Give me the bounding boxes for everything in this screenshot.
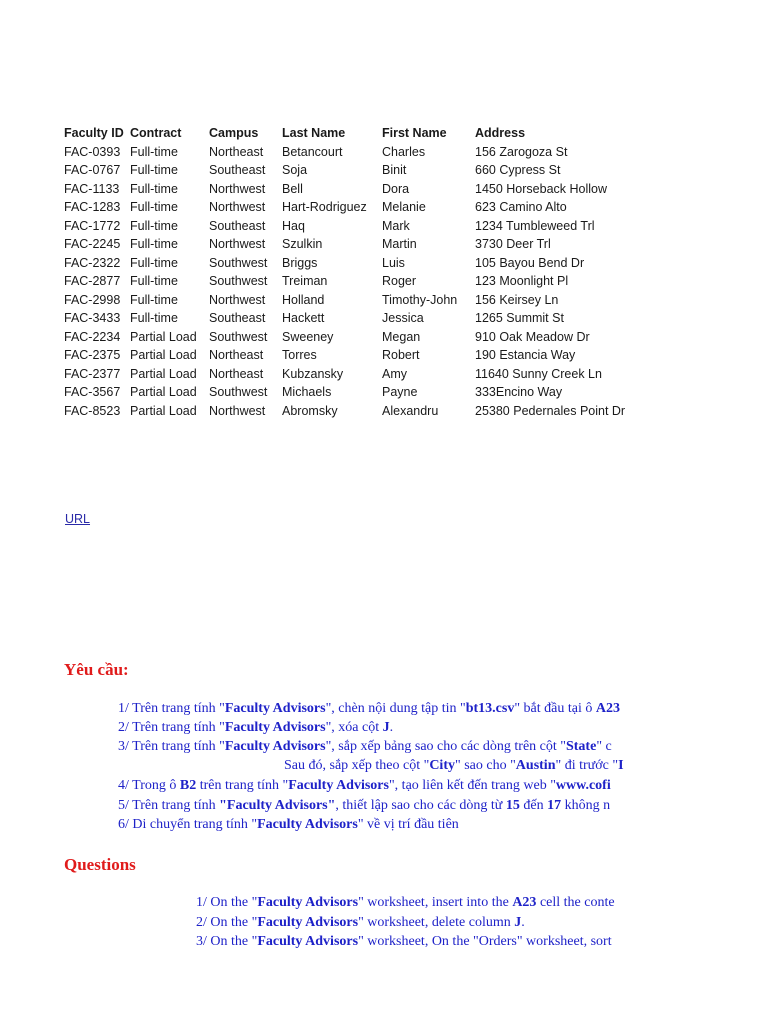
bold-segment: J	[514, 915, 522, 930]
cell-last-name[interactable]: Betancourt	[282, 144, 343, 159]
table-header-row	[64, 124, 635, 143]
text-segment: 5/ Trên trang tính	[118, 798, 220, 813]
cell-campus[interactable]: Northwest	[209, 292, 266, 307]
cell-last-name[interactable]: Treiman	[282, 274, 328, 289]
text-segment: " bắt đầu tại ô	[514, 701, 596, 716]
question-line	[196, 893, 646, 912]
text-segment: cell the conte	[536, 895, 615, 910]
cell-first-name[interactable]: Charles	[382, 144, 426, 159]
header-address[interactable]: Address	[475, 126, 526, 141]
bold-segment: bt13.csv	[465, 701, 515, 716]
table-row	[64, 180, 635, 199]
bold-segment: "Faculty Advisors"	[219, 798, 336, 813]
cell-last-name[interactable]: Kubzansky	[282, 366, 344, 381]
cell-faculty-id[interactable]: FAC-1772	[64, 218, 121, 233]
cell-last-name[interactable]: Abromsky	[282, 403, 338, 418]
cell-first-name[interactable]: Alexandru	[382, 403, 439, 418]
table-row	[64, 217, 635, 236]
cell-address[interactable]: 1450 Horseback Hollow	[475, 181, 608, 196]
bold-segment: Faculty Advisors	[257, 934, 359, 949]
cell-address[interactable]: 105 Bayou Bend Dr	[475, 255, 585, 270]
cell-address[interactable]: 11640 Sunny Creek Ln	[475, 366, 602, 381]
question-line	[196, 932, 646, 951]
bold-segment: www.cofi	[555, 778, 611, 793]
cell-last-name[interactable]: Michaels	[282, 385, 332, 400]
text-segment: không n	[561, 798, 611, 813]
table-row	[64, 254, 635, 273]
cell-faculty-id[interactable]: FAC-2877	[64, 274, 121, 289]
cell-contract[interactable]: Full-time	[130, 255, 178, 270]
cell-contract[interactable]: Partial Load	[130, 348, 197, 363]
requirement-line	[118, 796, 646, 815]
cell-campus[interactable]: Southeast	[209, 163, 266, 178]
cell-faculty-id[interactable]: FAC-0393	[64, 144, 121, 159]
faculty-table	[64, 124, 635, 420]
requirements-heading: Yêu cầu:	[64, 660, 129, 679]
cell-address[interactable]: 156 Zarogoza St	[475, 144, 568, 159]
text-segment: 6/ Di chuyển trang tính "	[118, 817, 258, 832]
bold-segment: J	[382, 720, 390, 735]
text-segment: ", chèn nội dung tập tin "	[325, 701, 466, 716]
text-segment: .	[389, 720, 394, 735]
cell-campus[interactable]: Southeast	[209, 218, 266, 233]
bold-segment: 15	[505, 798, 520, 813]
cell-address[interactable]: 156 Keirsey Ln	[475, 292, 559, 307]
header-contract[interactable]: Contract	[130, 126, 182, 141]
table-row	[64, 198, 635, 217]
cell-contract[interactable]: Full-time	[130, 274, 178, 289]
cell-address[interactable]: 3730 Deer Trl	[475, 237, 551, 252]
bold-segment: A23	[512, 895, 537, 910]
cell-address[interactable]: 1234 Tumbleweed Trl	[475, 218, 595, 233]
cell-last-name[interactable]: Haq	[282, 218, 305, 233]
text-segment: ", sắp xếp bảng sao cho các dòng trên cột "	[325, 739, 566, 754]
table-row	[64, 235, 635, 254]
bold-segment: Faculty Advisors	[257, 915, 359, 930]
cell-last-name[interactable]: Hart-Rodriguez	[282, 200, 367, 215]
header-campus[interactable]: Campus	[209, 126, 259, 141]
text-segment: 3/ Trên trang tính "	[118, 739, 225, 754]
table-body	[64, 143, 635, 421]
cell-faculty-id[interactable]: FAC-0767	[64, 163, 121, 178]
cell-contract[interactable]: Partial Load	[130, 329, 197, 344]
cell-campus[interactable]: Northwest	[209, 403, 266, 418]
text-segment: ", tạo liên kết đến trang web "	[388, 778, 556, 793]
cell-contract[interactable]: Partial Load	[130, 385, 197, 400]
table-row	[64, 309, 635, 328]
cell-last-name[interactable]: Soja	[282, 163, 308, 178]
cell-address[interactable]: 25380 Pedernales Point Dr	[475, 403, 626, 418]
cell-first-name[interactable]: Mark	[382, 218, 410, 233]
cell-contract[interactable]: Full-time	[130, 292, 178, 307]
bold-segment: 17	[547, 798, 562, 813]
requirement-line	[284, 756, 646, 775]
cell-last-name[interactable]: Briggs	[282, 255, 318, 270]
cell-address[interactable]: 333Encino Way	[475, 385, 563, 400]
cell-last-name[interactable]: Torres	[282, 348, 317, 363]
cell-campus[interactable]: Northwest	[209, 181, 266, 196]
cell-first-name[interactable]: Binit	[382, 163, 407, 178]
text-segment: .	[521, 915, 525, 930]
bold-segment: State	[565, 739, 597, 754]
table-row	[64, 328, 635, 347]
text-segment: 3/ On the "	[196, 934, 258, 949]
cell-address[interactable]: 660 Cypress St	[475, 163, 561, 178]
cell-faculty-id[interactable]: FAC-3567	[64, 385, 121, 400]
cell-first-name[interactable]: Robert	[382, 348, 420, 363]
requirement-line	[118, 815, 646, 834]
text-segment: " sao cho "	[454, 758, 516, 773]
cell-contract[interactable]: Partial Load	[130, 403, 197, 418]
bold-segment: Faculty Advisors	[224, 720, 326, 735]
cell-first-name[interactable]: Luis	[382, 255, 405, 270]
text-segment: 4/ Trong ô	[118, 778, 180, 793]
cell-first-name[interactable]: Payne	[382, 385, 418, 400]
text-segment: " worksheet, delete column	[358, 915, 515, 930]
header-last-name[interactable]: Last Name	[282, 126, 346, 141]
cell-campus[interactable]: Northeast	[209, 366, 264, 381]
cell-first-name[interactable]: Timothy-John	[382, 292, 458, 307]
bold-segment: Faculty Advisors	[224, 701, 326, 716]
text-segment: , thiết lập sao cho các dòng từ	[335, 798, 506, 813]
bold-segment: A23	[595, 701, 620, 716]
cell-first-name[interactable]: Roger	[382, 274, 417, 289]
cell-contract[interactable]: Partial Load	[130, 366, 197, 381]
text-segment: " c	[596, 739, 612, 754]
cell-last-name[interactable]: Hackett	[282, 311, 325, 326]
cell-campus[interactable]: Northeast	[209, 348, 264, 363]
text-segment: đến	[519, 798, 548, 813]
cell-address[interactable]: 190 Estancia Way	[475, 348, 576, 363]
cell-address[interactable]: 623 Camino Alto	[475, 200, 567, 215]
cell-faculty-id[interactable]: FAC-1283	[64, 200, 121, 215]
questions-heading: Questions	[64, 855, 136, 874]
text-segment: trên trang tính "	[196, 778, 289, 793]
bold-segment: I	[618, 758, 624, 773]
cell-last-name[interactable]: Szulkin	[282, 237, 323, 252]
cell-campus[interactable]: Southwest	[209, 385, 268, 400]
bold-segment: City	[429, 758, 455, 773]
bold-segment: Faculty Advisors	[288, 778, 389, 793]
cell-faculty-id[interactable]: FAC-1133	[64, 181, 120, 196]
cell-last-name[interactable]: Sweeney	[282, 329, 334, 344]
cell-campus[interactable]: Southwest	[209, 329, 268, 344]
cell-faculty-id[interactable]: FAC-2245	[64, 237, 121, 252]
bold-segment: Faculty Advisors	[257, 895, 359, 910]
requirement-line	[118, 776, 646, 795]
header-faculty-id[interactable]: Faculty ID	[64, 126, 124, 141]
cell-contract[interactable]: Full-time	[130, 181, 178, 196]
cell-faculty-id[interactable]: FAC-2322	[64, 255, 121, 270]
cell-faculty-id[interactable]: FAC-2998	[64, 292, 121, 307]
cell-first-name[interactable]: Amy	[382, 366, 407, 381]
bold-segment: Faculty Advisors	[224, 739, 326, 754]
cell-faculty-id[interactable]: FAC-2375	[64, 348, 121, 363]
cell-campus[interactable]: Southwest	[209, 274, 268, 289]
cell-contract[interactable]: Full-time	[130, 237, 178, 252]
cell-contract[interactable]: Full-time	[130, 163, 178, 178]
requirement-line	[118, 718, 646, 737]
cell-first-name[interactable]: Melanie	[382, 200, 426, 215]
cell-contract[interactable]: Full-time	[130, 218, 178, 233]
cell-campus[interactable]: Northwest	[209, 237, 266, 252]
cell-last-name[interactable]: Holland	[282, 292, 325, 307]
table-row	[64, 143, 635, 162]
cell-contract[interactable]: Full-time	[130, 311, 178, 326]
table-row	[64, 272, 635, 291]
text-segment: Sau đó, sắp xếp theo cột "	[284, 758, 430, 773]
cell-campus[interactable]: Northwest	[209, 200, 266, 215]
text-segment: ", xóa cột	[325, 720, 383, 735]
text-segment: 1/ On the "	[196, 895, 258, 910]
text-segment: 2/ On the "	[196, 915, 258, 930]
text-segment: " đi trước "	[555, 758, 619, 773]
cell-campus[interactable]: Northeast	[209, 144, 264, 159]
cell-last-name[interactable]: Bell	[282, 181, 303, 196]
cell-contract[interactable]: Full-time	[130, 200, 178, 215]
cell-contract[interactable]: Full-time	[130, 144, 178, 159]
cell-first-name[interactable]: Jessica	[382, 311, 424, 326]
cell-faculty-id[interactable]: FAC-8523	[64, 403, 121, 418]
table-row	[64, 291, 635, 310]
question-line	[196, 913, 646, 932]
table-row	[64, 402, 635, 421]
cell-faculty-id[interactable]: FAC-2234	[64, 329, 121, 344]
text-segment: " worksheet, insert into the	[358, 895, 513, 910]
cell-first-name[interactable]: Dora	[382, 181, 410, 196]
bold-segment: B2	[179, 778, 197, 793]
bold-segment: Austin	[515, 758, 556, 773]
cell-faculty-id[interactable]: FAC-3433	[64, 311, 121, 326]
url-link[interactable]: URL	[65, 512, 91, 526]
text-segment: 1/ Trên trang tính "	[118, 701, 225, 716]
cell-address[interactable]: 1265 Summit St	[475, 311, 564, 326]
header-first-name[interactable]: First Name	[382, 126, 447, 141]
bold-segment: Faculty Advisors	[257, 817, 358, 832]
cell-campus[interactable]: Southwest	[209, 255, 268, 270]
cell-address[interactable]: 123 Moonlight Pl	[475, 274, 569, 289]
requirement-line	[118, 699, 646, 718]
table-row	[64, 383, 635, 402]
text-segment: " worksheet, On the "Orders" worksheet, sort	[358, 934, 612, 949]
cell-faculty-id[interactable]: FAC-2377	[64, 366, 121, 381]
table-row	[64, 161, 635, 180]
text-segment: 2/ Trên trang tính "	[118, 720, 225, 735]
cell-first-name[interactable]: Martin	[382, 237, 417, 252]
table-row	[64, 346, 635, 365]
cell-first-name[interactable]: Megan	[382, 329, 421, 344]
cell-address[interactable]: 910 Oak Meadow Dr	[475, 329, 590, 344]
requirement-line	[118, 737, 646, 756]
text-segment: " về vị trí đầu tiên	[357, 817, 459, 832]
cell-campus[interactable]: Southeast	[209, 311, 266, 326]
table-row	[64, 365, 635, 384]
